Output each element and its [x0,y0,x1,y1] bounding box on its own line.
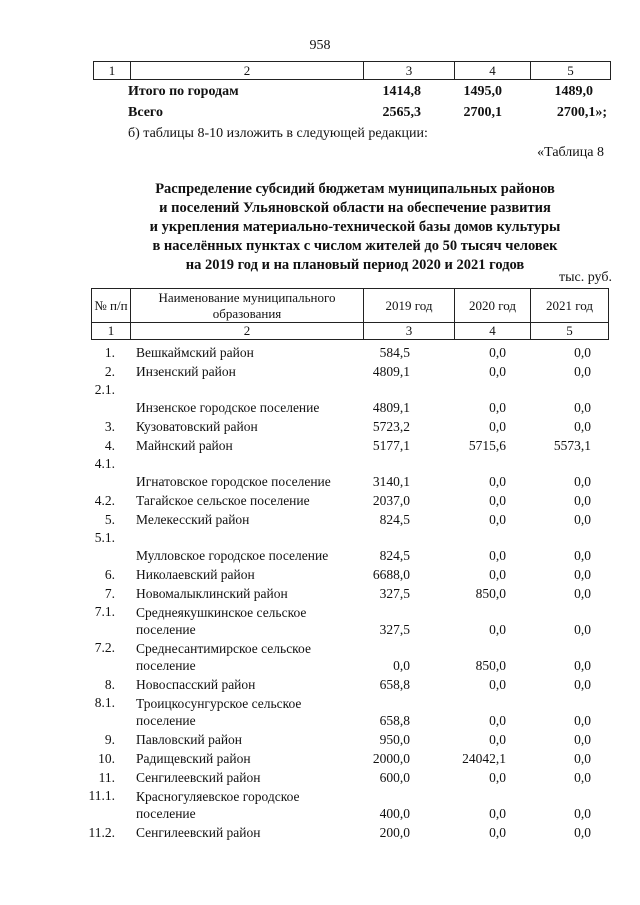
row-value-2020: 0,0 [489,474,506,489]
row-value-2019: 3140,1 [372,474,410,489]
col-index-3: 3 [364,62,455,80]
table-row [91,490,611,509]
row-number: 4.2. [94,493,115,508]
row-value-2019: 824,5 [379,548,410,563]
title-line: Распределение субсидий бюджетам муниципальных районов [155,181,555,197]
continuation-header-table [93,61,611,80]
header-index-2: 2 [131,323,364,340]
row-value-2020: 0,0 [489,732,506,747]
row-name: Красногуляевское городское поселение [136,789,300,821]
table-title [0,180,640,275]
row-value-2021: 0,0 [574,677,591,692]
row-value-2020: 0,0 [489,825,506,840]
row-number: 10. [98,751,115,766]
row-number: 9. [104,732,115,747]
row-value-2020: 24042,1 [462,751,506,766]
table-row [91,674,611,693]
table-row [91,342,611,361]
row-name: Мулловское городское поселение [136,548,329,563]
row-value-2021: 0,0 [574,548,591,563]
row-number: 1. [104,345,115,360]
table-row [91,564,611,583]
row-name: Игнатовское городское поселение [136,474,331,489]
row-number: 2. [104,364,115,379]
row-number: 7.2. [94,640,115,655]
header-2019: 2019 год [364,289,455,323]
col-index-5: 5 [531,62,611,80]
row-number: 7. [104,586,115,601]
row-value-2019: 950,0 [379,732,410,747]
row-name: Радищевский район [136,751,251,766]
row-value-2020: 850,0 [475,658,506,673]
row-value-2021: 0,0 [574,567,591,582]
row-number: 3. [104,419,115,434]
row-value-2019: 2000,0 [372,751,410,766]
row-name: Инзенское городское поселение [136,400,320,415]
totals-label: Всего [128,105,163,120]
row-value-2021: 0,0 [574,732,591,747]
row-value-2019: 200,0 [379,825,410,840]
table-row [91,729,611,748]
totals-2021: 1489,0 [554,84,593,99]
row-value-2019: 327,5 [379,622,410,637]
col-index-4: 4 [455,62,531,80]
row-value-2020: 5715,6 [468,438,506,453]
row-name: Среднесантимирское сельское поселение [136,641,311,673]
totals-block [128,84,628,126]
row-number: 5.1. [94,530,115,545]
row-value-2019: 824,5 [379,512,410,527]
intro-text: б) таблицы 8-10 изложить в следующей редакции: [128,126,428,141]
table-row [91,583,611,602]
table-row [88,822,611,841]
row-value-2020: 0,0 [489,622,506,637]
row-number: 6. [104,567,115,582]
row-value-2019: 4809,1 [372,400,410,415]
header-index-4: 4 [455,323,531,340]
totals-2020: 2700,1 [463,105,502,120]
row-value-2020: 0,0 [489,770,506,785]
table-row [91,380,611,416]
table-body [88,342,611,841]
header-index-1: 1 [92,323,131,340]
row-value-2020: 0,0 [489,548,506,563]
table-row [91,638,611,674]
row-value-2019: 5177,1 [372,438,410,453]
row-name: Николаевский район [136,567,255,582]
row-name: Сенгилеевский район [136,770,261,785]
row-value-2021: 0,0 [574,345,591,360]
row-value-2019: 658,8 [379,677,410,692]
header-index-3: 3 [364,323,455,340]
row-value-2019: 600,0 [379,770,410,785]
row-value-2020: 0,0 [489,713,506,728]
table-row [88,786,611,822]
row-value-2021: 0,0 [574,658,591,673]
row-name: Новомалыклинский район [136,586,288,601]
table-row [91,509,611,528]
row-value-2019: 327,5 [379,586,410,601]
row-value-2021: 0,0 [574,400,591,415]
row-value-2021: 0,0 [574,713,591,728]
row-number: 2.1. [94,382,115,397]
row-name: Майнский район [136,438,233,453]
totals-2019: 1414,8 [382,84,421,99]
title-line: в населённых пунктах с числом жителей до 50 тысяч человек [152,238,558,254]
row-name: Инзенский район [136,364,236,379]
totals-row [128,84,628,105]
table-row [91,416,611,435]
row-value-2019: 400,0 [379,806,410,821]
row-value-2020: 0,0 [489,419,506,434]
row-value-2021: 0,0 [574,493,591,508]
row-value-2021: 0,0 [574,622,591,637]
row-value-2020: 0,0 [489,677,506,692]
row-value-2021: 0,0 [574,751,591,766]
row-value-2019: 2037,0 [372,493,410,508]
row-value-2020: 0,0 [489,806,506,821]
totals-row [128,105,628,126]
row-value-2021: 0,0 [574,512,591,527]
row-number: 4. [104,438,115,453]
row-value-2021: 0,0 [574,474,591,489]
table-reference: «Таблица 8 [537,145,604,160]
title-line: и поселений Ульяновской области на обеспечение развития [159,200,551,216]
col-index-1: 1 [94,62,131,80]
row-value-2020: 0,0 [489,364,506,379]
row-number: 5. [104,512,115,527]
header-2021: 2021 год [531,289,609,323]
row-name: Тагайское сельское поселение [136,493,310,508]
main-table-header [91,288,609,340]
title-line: и укрепления материально-технической базы домов культуры [149,219,561,235]
row-value-2021: 0,0 [574,419,591,434]
row-value-2019: 584,5 [379,345,410,360]
row-number: 7.1. [94,604,115,619]
row-name: Мелекесский район [136,512,250,527]
row-name: Кузоватовский район [136,419,258,434]
row-value-2020: 0,0 [489,512,506,527]
totals-label: Итого по городам [128,84,239,99]
row-value-2020: 0,0 [489,400,506,415]
row-value-2021: 0,0 [574,770,591,785]
row-value-2021: 0,0 [574,364,591,379]
page-number: 958 [309,38,331,53]
header-name: Наименование муниципального образования [131,289,364,323]
row-name: Павловский район [136,732,243,747]
totals-2021: 2700,1»; [556,105,607,120]
col-index-2: 2 [131,62,364,80]
unit-label: тыс. руб. [559,270,612,285]
title-line: на 2019 год и на плановый период 2020 и 2021 годов [185,257,525,273]
header-2020: 2020 год [455,289,531,323]
row-number: 4.1. [94,456,115,471]
row-name: Сенгилеевский район [136,825,261,840]
row-value-2019: 0,0 [393,658,410,673]
row-value-2020: 0,0 [489,567,506,582]
row-value-2021: 0,0 [574,806,591,821]
row-value-2019: 6688,0 [372,567,410,582]
row-number: 8. [104,677,115,692]
row-value-2019: 5723,2 [372,419,410,434]
header-index-5: 5 [531,323,609,340]
row-number: 11.1. [88,788,115,803]
table-row [91,767,611,786]
row-value-2021: 0,0 [574,825,591,840]
row-number: 11.2. [88,825,115,840]
row-name: Вешкаймский район [136,345,254,360]
row-number: 11. [98,770,115,785]
row-value-2019: 658,8 [379,713,410,728]
table-row [91,602,611,638]
row-number: 8.1. [94,695,115,710]
row-value-2020: 0,0 [489,493,506,508]
row-name: Троицкосунгурское сельское поселение [136,696,302,728]
row-value-2021: 5573,1 [553,438,591,453]
totals-2019: 2565,3 [382,105,421,120]
row-value-2020: 850,0 [475,586,506,601]
table-row [91,693,611,729]
row-value-2021: 0,0 [574,586,591,601]
table-row [91,748,611,767]
totals-2020: 1495,0 [463,84,502,99]
row-name: Новоспасский район [136,677,256,692]
table-row [91,361,611,380]
table-row [91,528,611,564]
row-value-2019: 4809,1 [372,364,410,379]
table-row [91,454,611,490]
row-value-2020: 0,0 [489,345,506,360]
row-name: Среднеякушкинское сельское поселение [136,605,307,637]
table-row [91,435,611,454]
header-num: № п/п [92,289,131,323]
